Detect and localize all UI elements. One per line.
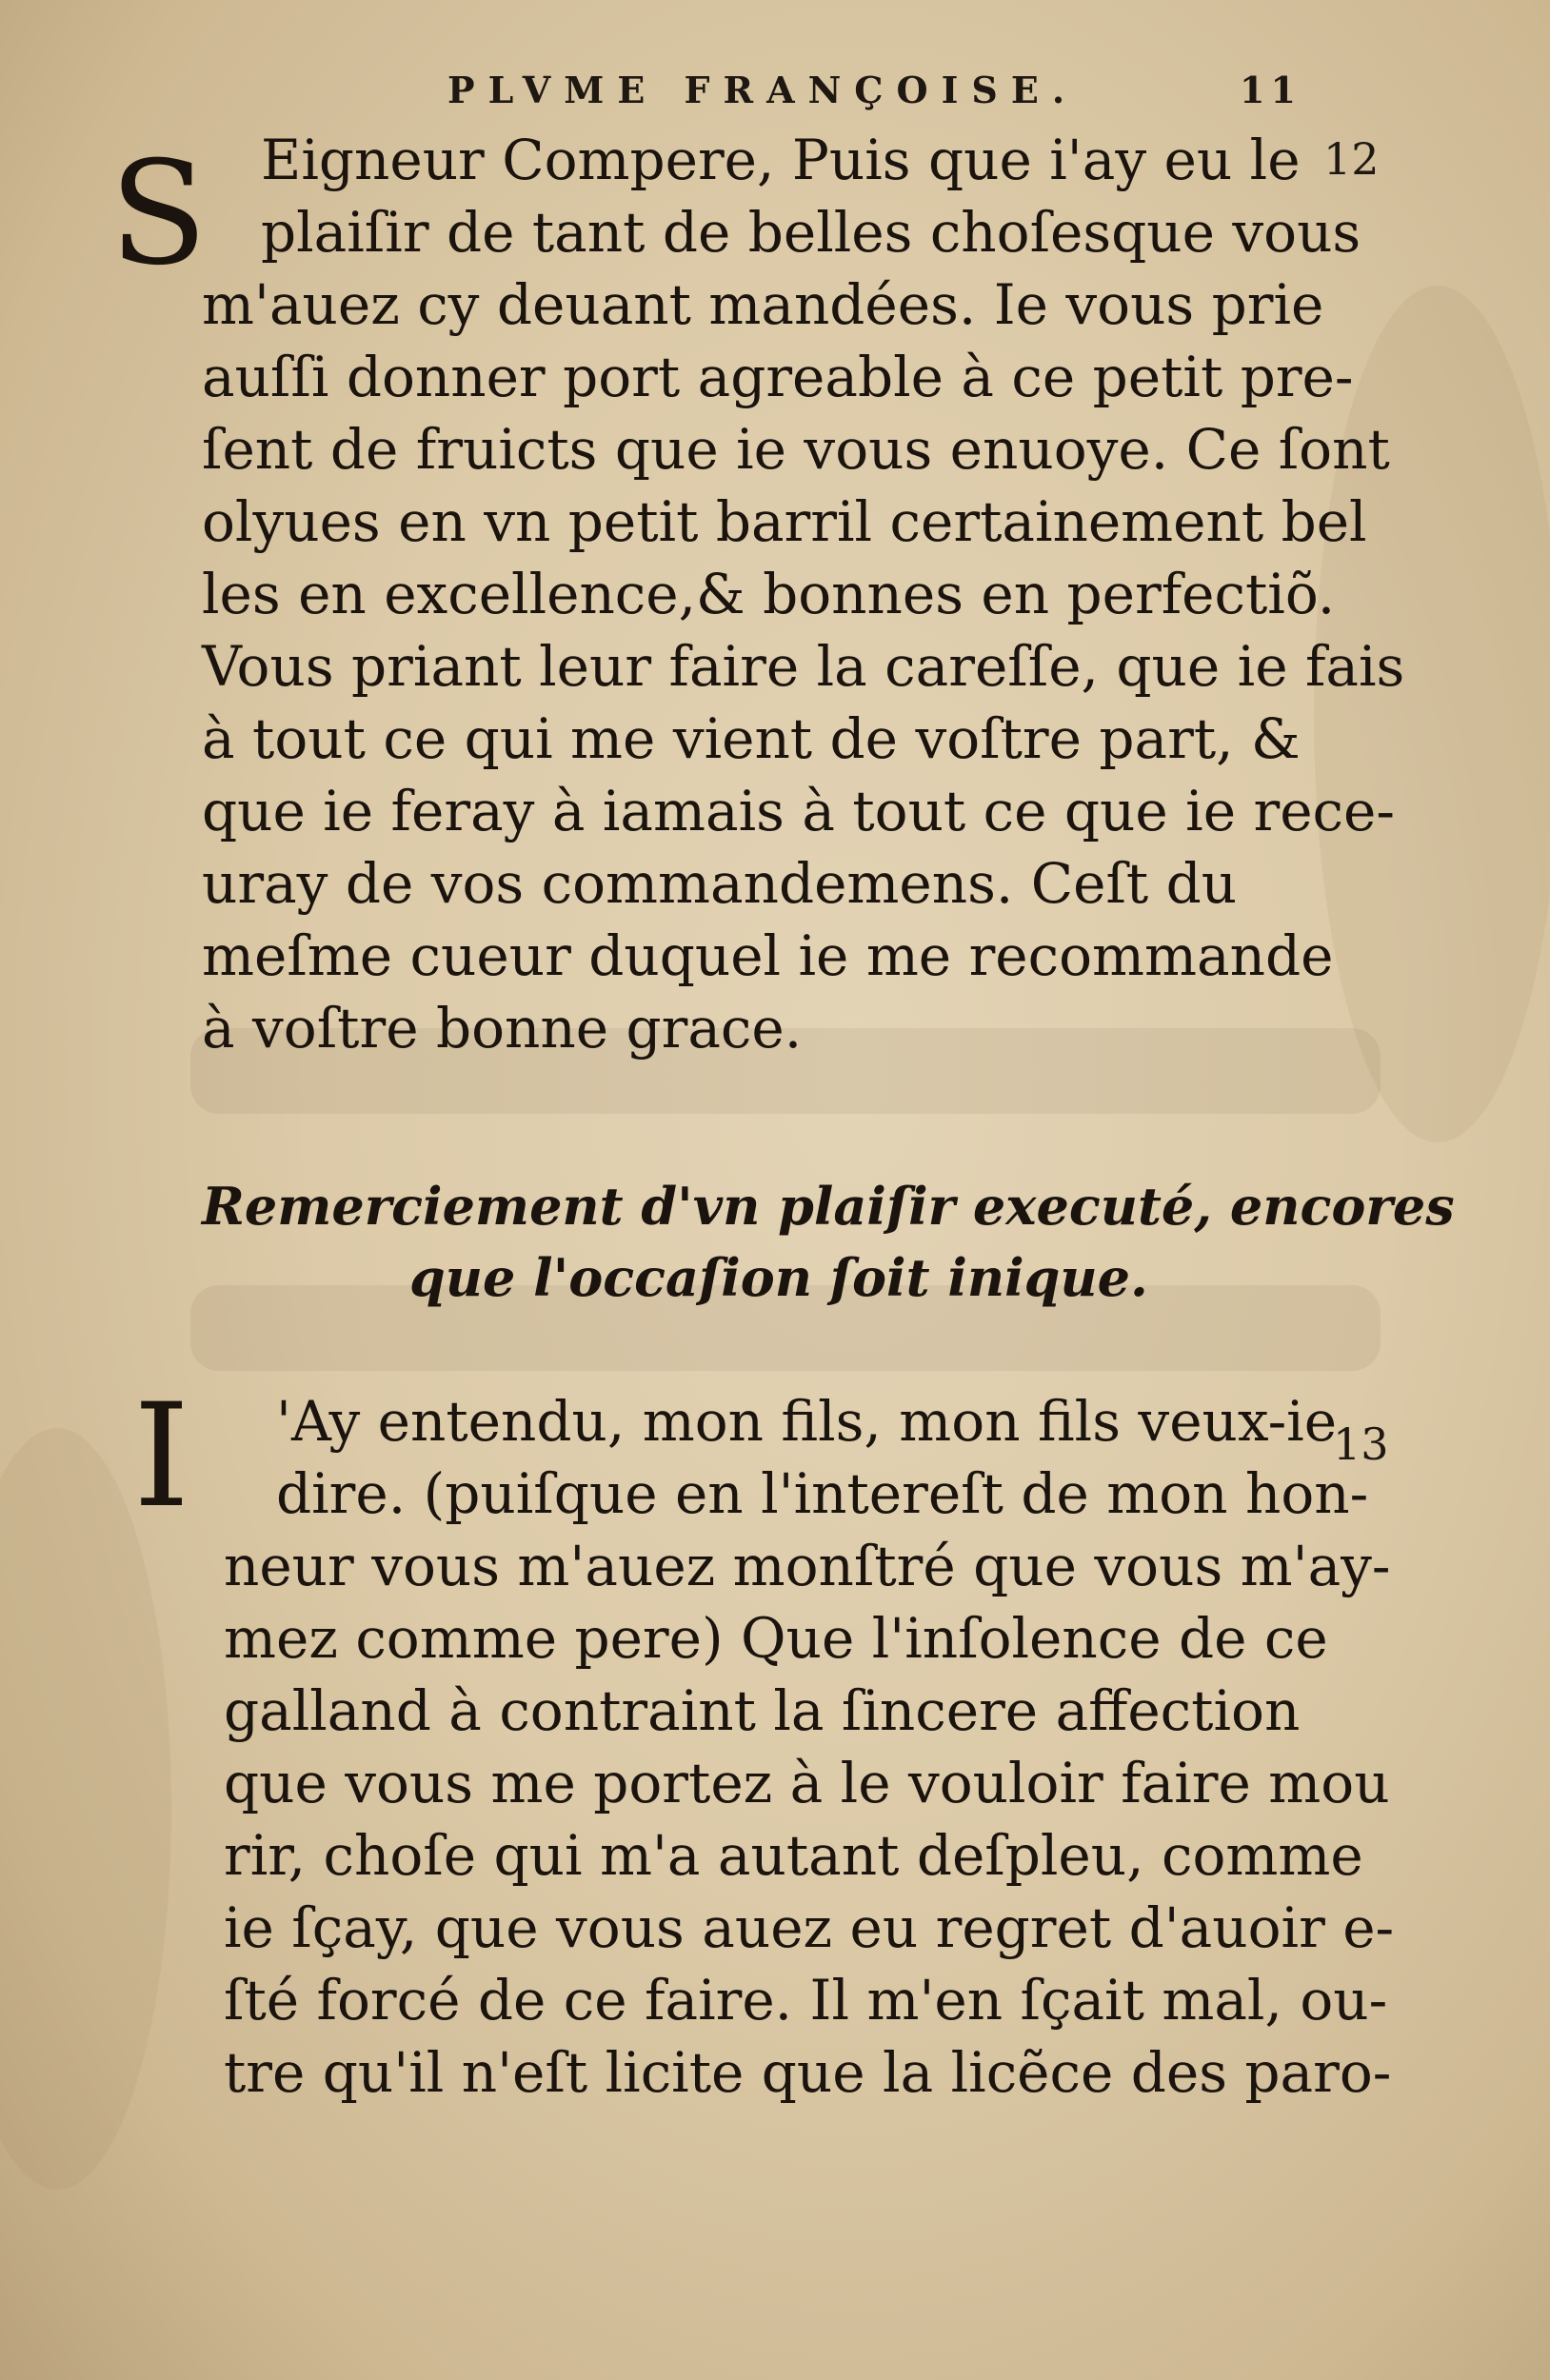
running-header: [447, 69, 1304, 126]
text-line: ie ſçay, que vous auez eu regret d'auoir e-: [224, 1895, 1395, 1960]
text-line: 'Ay entendu, mon fils, mon fils veux-ie: [276, 1389, 1338, 1454]
drop-cap: S: [109, 131, 208, 297]
text-line: que vous me portez à le vouloir faire mou: [224, 1751, 1390, 1815]
text-line: rir, choſe qui m'a autant deſpleu, comme: [224, 1823, 1363, 1888]
text-line: m'auez cy deuant mandées. Ie vous prie: [202, 272, 1324, 337]
text-line: que ie feray à iamais à tout ce que ie rece-: [202, 779, 1395, 843]
margin-letter-number-13: 13: [1333, 1418, 1389, 1470]
text-line: uray de vos commandemens. Ceſt du: [202, 851, 1238, 916]
margin-letter-number-12: 12: [1323, 133, 1380, 185]
text-line: tre qu'il n'eſt licite que la licẽce des paro-: [224, 2040, 1392, 2105]
text-line: dire. (puiſque en l'intereſt de mon hon-: [276, 1461, 1369, 1526]
text-line: à voſtre bonne grace.: [202, 996, 803, 1061]
running-title: PLVME FRANÇOISE.: [447, 69, 1079, 111]
text-line: mez comme pere) Que l'inſolence de ce: [224, 1606, 1328, 1671]
text-line: meſme cueur duquel ie me recommande: [202, 923, 1334, 988]
section-heading-line: que l'occaſion ſoit inique.: [409, 1247, 1148, 1308]
text-line: olyues en vn petit barril certainement bel: [202, 489, 1367, 554]
paper-stain: [0, 1428, 171, 2190]
section-heading-line: Remerciement d'vn plaiſir executé, encores: [202, 1176, 1455, 1237]
text-line: plaiſir de tant de belles choſesque vous: [261, 200, 1361, 265]
text-line: neur vous m'auez monſtré que vous m'ay-: [224, 1534, 1391, 1598]
text-line: à tout ce qui me vient de voſtre part, &: [202, 706, 1301, 771]
text-line: auſſi donner port agreable à ce petit pre-: [202, 345, 1354, 409]
text-line: Eigneur Compere, Puis que i'ay eu le: [261, 128, 1301, 192]
text-line: ſent de fruicts que ie vous enuoye. Ce ſont: [202, 417, 1390, 482]
text-line: ſté forcé de ce faire. Il m'en ſçait mal, ou-: [224, 1968, 1388, 2033]
text-line: galland à contraint la ſincere affection: [224, 1678, 1301, 1743]
text-line: Vous priant leur faire la careſſe, que ie fais: [202, 634, 1405, 699]
drop-cap: I: [133, 1374, 190, 1539]
text-line: les en excellence,& bonnes en perfectiõ.: [202, 562, 1336, 626]
folio-number: 11: [1240, 69, 1302, 111]
